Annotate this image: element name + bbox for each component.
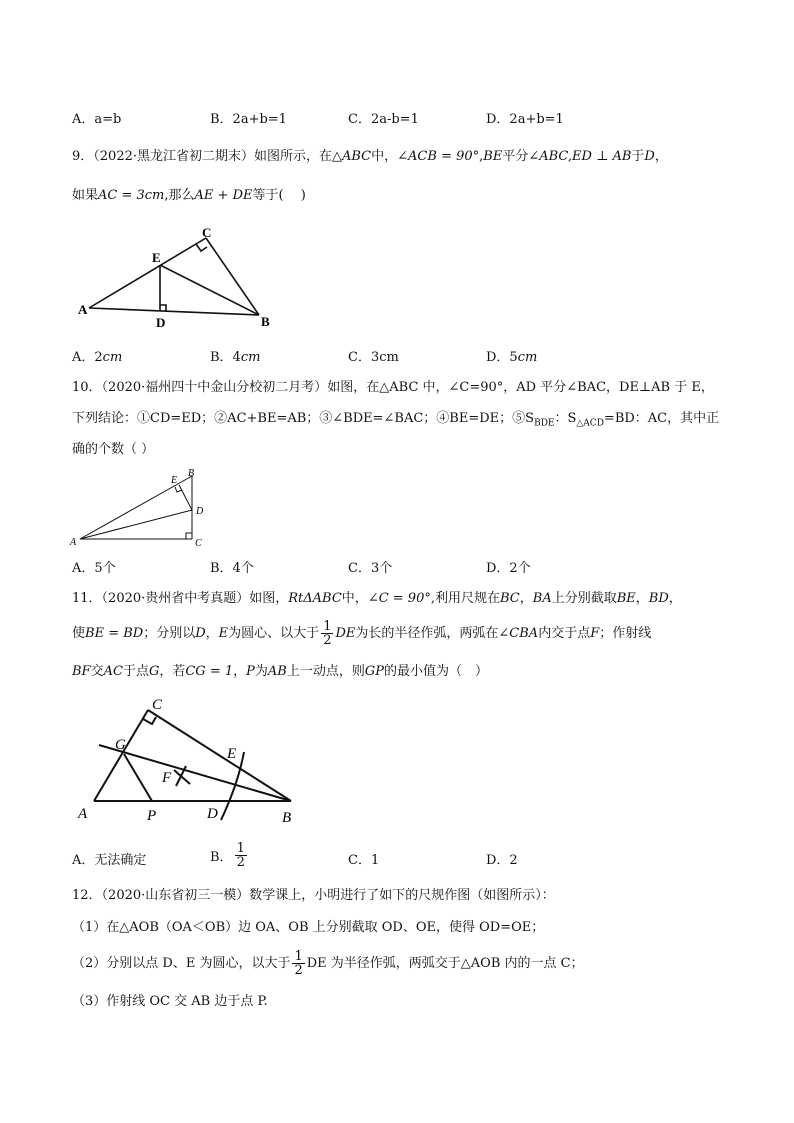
q11-option-a: A．无法确定 [72, 853, 147, 868]
q11-label-d: D [207, 806, 218, 822]
q11-label-f: F [162, 770, 172, 786]
q10-option-b: B．4个 [210, 561, 254, 576]
q12-step2: （2）分别以点 D、E 为圆心，以大于 $\frac{1}{2}$ DE 为半径作弧，两弧交于△AOB 内的一点 C； [72, 949, 584, 978]
q11-figure [72, 692, 312, 832]
q12-step1: （1）在△AOB（OA＜OB）边 OA、OB 上分别截取 OD、OE，使得 OD=OE； [72, 920, 545, 935]
q9-stem-line2: 如果AC = 3cm,那么AE + DE等于( ) [72, 188, 306, 203]
q8-option-a: A．a=b [72, 112, 122, 127]
q9-label-d: D [156, 315, 166, 330]
q12-step3: （3）作射线 OC 交 AB 边于点 P. [72, 994, 268, 1009]
q10-option-a: A．5个 [72, 561, 116, 576]
q10-option-c: C．3个 [348, 561, 393, 576]
q10-label-e: E [171, 475, 178, 486]
q10-label-c: C [195, 538, 202, 549]
q10-option-d: D．2个 [486, 561, 531, 576]
q10-figure [68, 468, 218, 548]
q9-label-c: C [202, 225, 212, 240]
q9-figure [72, 225, 282, 335]
q11-stem-line3: BF交AC于点G，若CG = 1，P为AB上一动点，则GP的最小值为（ ） [72, 664, 489, 679]
q11-label-p: P [147, 808, 157, 824]
q9-label-e: E [152, 250, 161, 265]
q9-stem-line1: 9．（2022·黑龙江省初二期末）如图所示，在△ABC中，∠ACB = 90°,BE平分∠ABC,ED ⊥ AB于D， [72, 149, 668, 164]
q11-option-c: C．1 [348, 853, 380, 868]
q10-label-b: B [188, 468, 195, 479]
q9-label-b: B [261, 314, 270, 329]
q11-stem-line1: 11．（2020·贵州省中考真题）如图，RtΔABC中，∠C = 90°,利用尺规在BC，BA上分别截取BE，BD， [72, 591, 682, 606]
q11-label-c: C [152, 697, 163, 713]
q8-option-c: C．2a-b=1 [348, 112, 419, 127]
q11-option-b-fraction: $\frac{1}{2}$ [236, 841, 245, 870]
q8-option-b: B．2a+b=1 [210, 112, 287, 127]
q9-label-a: A [78, 302, 88, 317]
q11-label-b: B [282, 810, 292, 826]
q8-option-d: D．2a+b=1 [486, 112, 564, 127]
q10-label-a: A [70, 537, 77, 548]
q9-option-d: D．5cm [486, 350, 538, 365]
q12-stem-line1: 12．（2020·山东省初三一模）数学课上，小明进行了如下的尺规作图（如图所示）： [72, 888, 555, 903]
q10-label-d: D [196, 506, 204, 517]
q11-label-g: G [115, 737, 126, 753]
q11-fraction-half: $\frac{1}{2}$ [323, 619, 332, 648]
q11-option-b: B． $\frac{1}{2}$ [210, 841, 245, 870]
q12-fraction-half: $\frac{1}{2}$ [294, 949, 303, 978]
q9-option-a: A．2cm [72, 350, 123, 365]
q9-option-c: C．3cm [348, 350, 399, 365]
q10-stem-line3: 确的个数（ ） [72, 442, 155, 457]
q11-label-e: E [227, 746, 237, 762]
q11-label-a: A [78, 806, 88, 822]
q9-option-b: B．4cm [210, 350, 261, 365]
q10-stem-line1: 10．（2020·福州四十中金山分校初二月考）如图，在△ABC 中，∠C=90°，AD 平分∠BAC，DE⊥AB 于 E， [72, 380, 714, 395]
q11-stem-line2: 使BE = BD；分别以D，E为圆心、以大于 $\frac{1}{2}$ DE为长的半径作弧，两弧在∠CBA内交于点F；作射线 [72, 619, 652, 648]
q11-option-d: D．2 [486, 853, 518, 868]
q10-stem-line2: 下列结论：①CD=ED；②AC+BE=AB；③∠BDE=∠BAC；④BE=DE；$⑤S_{BDE}$：$S_{\triangle ACD}=BD$：AC，其中正 [72, 411, 720, 429]
